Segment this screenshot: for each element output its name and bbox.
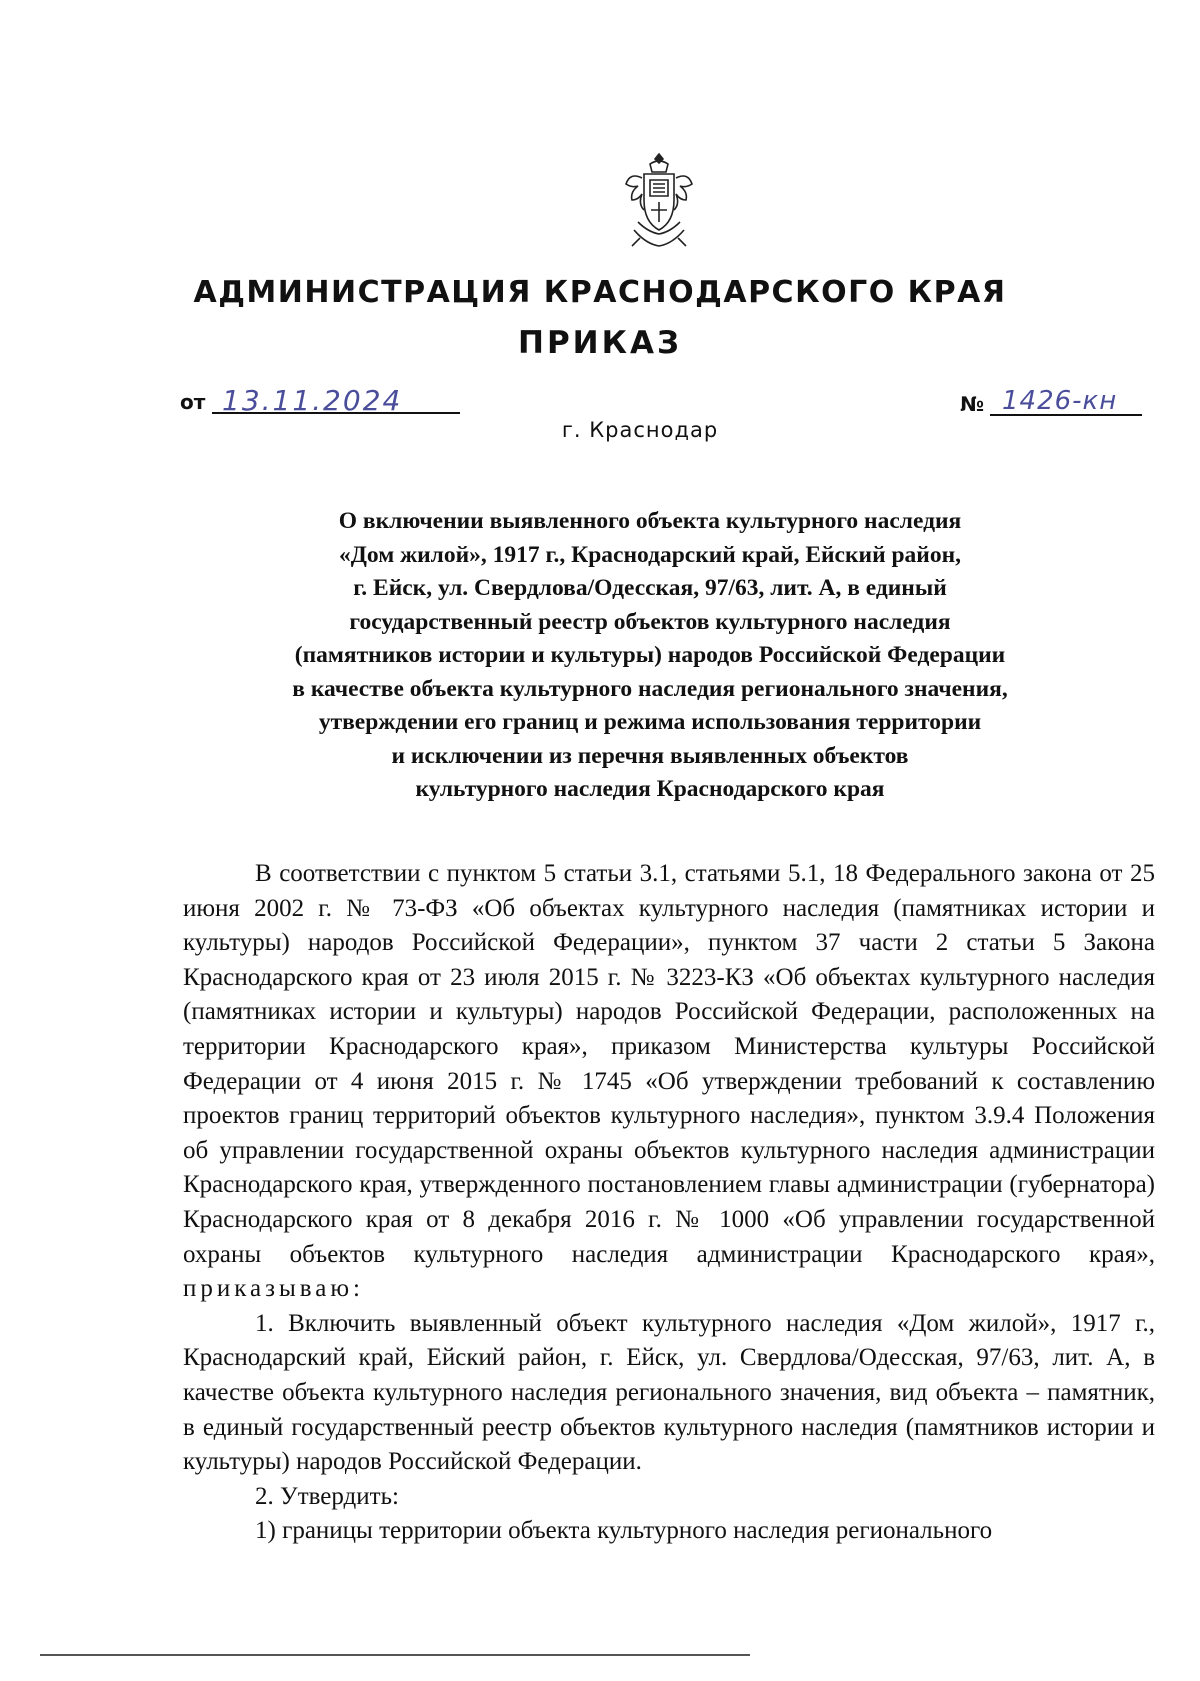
- city-name: г. Краснодар: [561, 418, 719, 442]
- title-line: государственный реестр объектов культурного наследия: [349, 608, 951, 635]
- preamble-paragraph: [183, 857, 1155, 1307]
- item-2-paragraph: 2. Утвердить:: [255, 1482, 399, 1510]
- document-title: [200, 505, 1100, 807]
- title-line: культурного наследия Краснодарского края: [415, 776, 885, 802]
- number-value: 1426-кн: [1002, 386, 1118, 416]
- title-line: и исключении из перечня выявленных объектов: [391, 742, 909, 769]
- date-value: 13.11.2024: [222, 384, 403, 417]
- title-line: (памятников истории и культуры) народов Российской Федерации: [294, 642, 1006, 668]
- number-underline: [990, 414, 1142, 416]
- item-2-1-paragraph: 1) границы территории объекта культурного наследия регионального: [255, 1517, 993, 1545]
- coat-of-arms-emblem: [620, 150, 698, 250]
- preamble-text: В соответствии с пунктом 5 статьи 3.1, статьями 5.1, 18 Федерального закона от 25 июня 2002 г. № 73-ФЗ «Об объектах культурного наследия (памятниках истории и культуры) народов Российской Федерации», пунктом 37 части 2 статьи 5 Закона Краснодарского края от 23 июля 2015 г. № 3223-КЗ «Об объектах культурного наследия (памятниках истории и культуры) народов Российской Федерации, расположенных на территории Краснодарского края», приказом Министерства культуры Российской Федерации от 4 июня 2015 г. № 1745 «Об утверждении требований к составлению проектов границ территорий объектов культурного наследия», пунктом 3.9.4 Положения об управлении государственной охраны объектов культурного наследия администрации Краснодарского края, утвержденного постановлением главы администрации (губернатора) Краснодарского края от 8 декабря 2016 г. № 1000 «Об управлении государственной охраны объектов культурного наследия администрации Краснодарского края»,: [183, 860, 1155, 1268]
- title-line: О включении выявленного объекта культурного наследия: [338, 508, 962, 534]
- title-line: г. Ейск, ул. Свердлова/Одесская, 97/63, лит. А, в единый: [353, 575, 947, 601]
- document-type: ПРИКАЗ: [518, 325, 682, 361]
- title-line: в качестве объекта культурного наследия регионального значения,: [292, 675, 1008, 702]
- title-line: утверждении его границ и режима использования территории: [318, 709, 982, 735]
- page-bottom-line: [40, 1654, 750, 1656]
- title-line: «Дом жилой», 1917 г., Краснодарский край, Ейский район,: [338, 541, 962, 568]
- order-word: приказываю:: [183, 1275, 364, 1303]
- item-1-paragraph: 1. Включить выявленный объект культурного наследия «Дом жилой», 1917 г., Краснодарский край, Ейский район, г. Ейск, ул. Свердлова/Одесская, 97/63, лит. А, в качестве объекта культурного наследия регионального значения, вид объекта – памятник, в единый государственный реестр объектов культурного наследия (памятников истории и культуры) народов Российской Федерации.: [183, 1309, 1155, 1476]
- document-body: [183, 857, 1155, 1549]
- organization-name: АДМИНИСТРАЦИЯ КРАСНОДАРСКОГО КРАЯ: [193, 275, 1007, 310]
- number-label: №: [960, 392, 985, 416]
- date-label: от: [180, 390, 206, 414]
- date-underline: [212, 412, 460, 414]
